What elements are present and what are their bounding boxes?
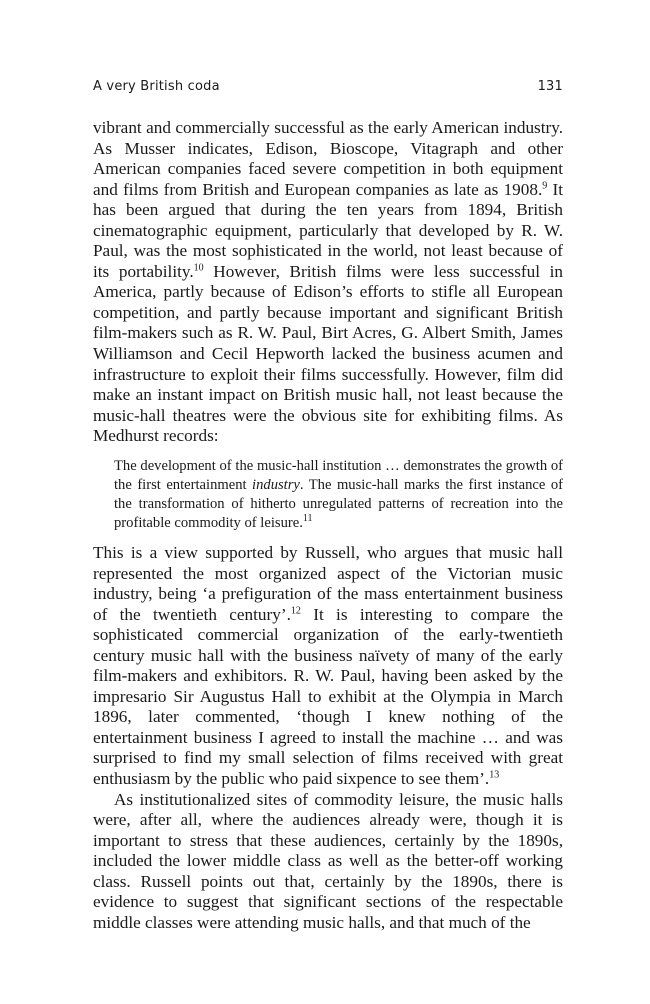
paragraph-1-text-b: It has been argued that during the ten years from 1894, British cinematographic equipment, particularly that developed by R. W. Paul, was the most sophisticated in the world, not least because of its portability. bbox=[93, 179, 564, 281]
block-quote bbox=[114, 457, 563, 533]
footnote-ref-11: 11 bbox=[302, 513, 313, 525]
footnote-ref-13: 13 bbox=[489, 769, 500, 781]
footnote-ref-12: 12 bbox=[290, 604, 301, 616]
block-quote-italic: industry bbox=[252, 477, 300, 494]
block-quote-text-a: The development of the music-hall institution … demonstrates the growth of the first entertainment bbox=[114, 458, 563, 494]
paragraph-1 bbox=[93, 118, 563, 447]
paragraph-3 bbox=[93, 790, 563, 934]
paragraph-2 bbox=[93, 543, 563, 933]
running-head bbox=[93, 79, 563, 94]
paragraph-2-text-a: This is a view supported by Russell, who argues that music hall represented the most organized aspect of the Victorian music industry, being ‘a prefiguration of the mass entertainment business of the twentieth century’. bbox=[93, 543, 563, 624]
block-quote-text-b: . The music-hall marks the first instance of the transformation of hitherto unregulated patterns of recreation into the profitable commodity of leisure. bbox=[114, 477, 563, 532]
footnote-ref-9: 9 bbox=[542, 179, 548, 191]
footnote-ref-10: 10 bbox=[193, 262, 204, 274]
paragraph-2-text-b: It is interesting to compare the sophisticated commercial organization of the early-twentieth century music hall with the business naïvety of many of the early film-makers and exhibitors. R. W. Paul, having been asked by the impresario Sir Augustus Hall to exhibit at the Olympia in March 1896, later commented, ‘though I knew nothing of the entertainment business I agreed to install the machine … and was surprised to find my small selection of films received with great enthusiasm by the public who paid sixpence to see them’. bbox=[93, 604, 563, 789]
paragraph-3-text: As institutionalized sites of commodity leisure, the music halls were, after all, where the audiences already were, though it is important to stress that these audiences, certainly by the 1890s, included the lower middle class as well as the better-off working class. Russell points out that, certainly by the 1890s, there is evidence to suggest that significant sections of the respectable middle classes were attending music halls, and that much of the bbox=[93, 789, 563, 932]
paragraph-1-text-a: vibrant and commercially successful as the early American industry. As Musser indicates, Edison, Bioscope, Vitagraph and other American companies faced severe competition in both equipment and films from British and European companies as late as 1908. bbox=[93, 118, 563, 199]
chapter-title: A very British coda bbox=[93, 79, 220, 94]
paragraph-1-text-c: However, British films were less successful in America, partly because of Edison’s efforts to stifle all European competition, and partly because important and significant British film-makers such as R. W. Paul, Birt Acres, G. Albert Smith, James Williamson and Cecil Hepworth lacked the business acumen and infrastructure to exploit their films successfully. However, film did make an instant impact on British music hall, not least because the music-hall theatres were the obvious site for exhibiting films. As Medhurst records: bbox=[93, 261, 563, 446]
page-number: 131 bbox=[537, 79, 563, 94]
